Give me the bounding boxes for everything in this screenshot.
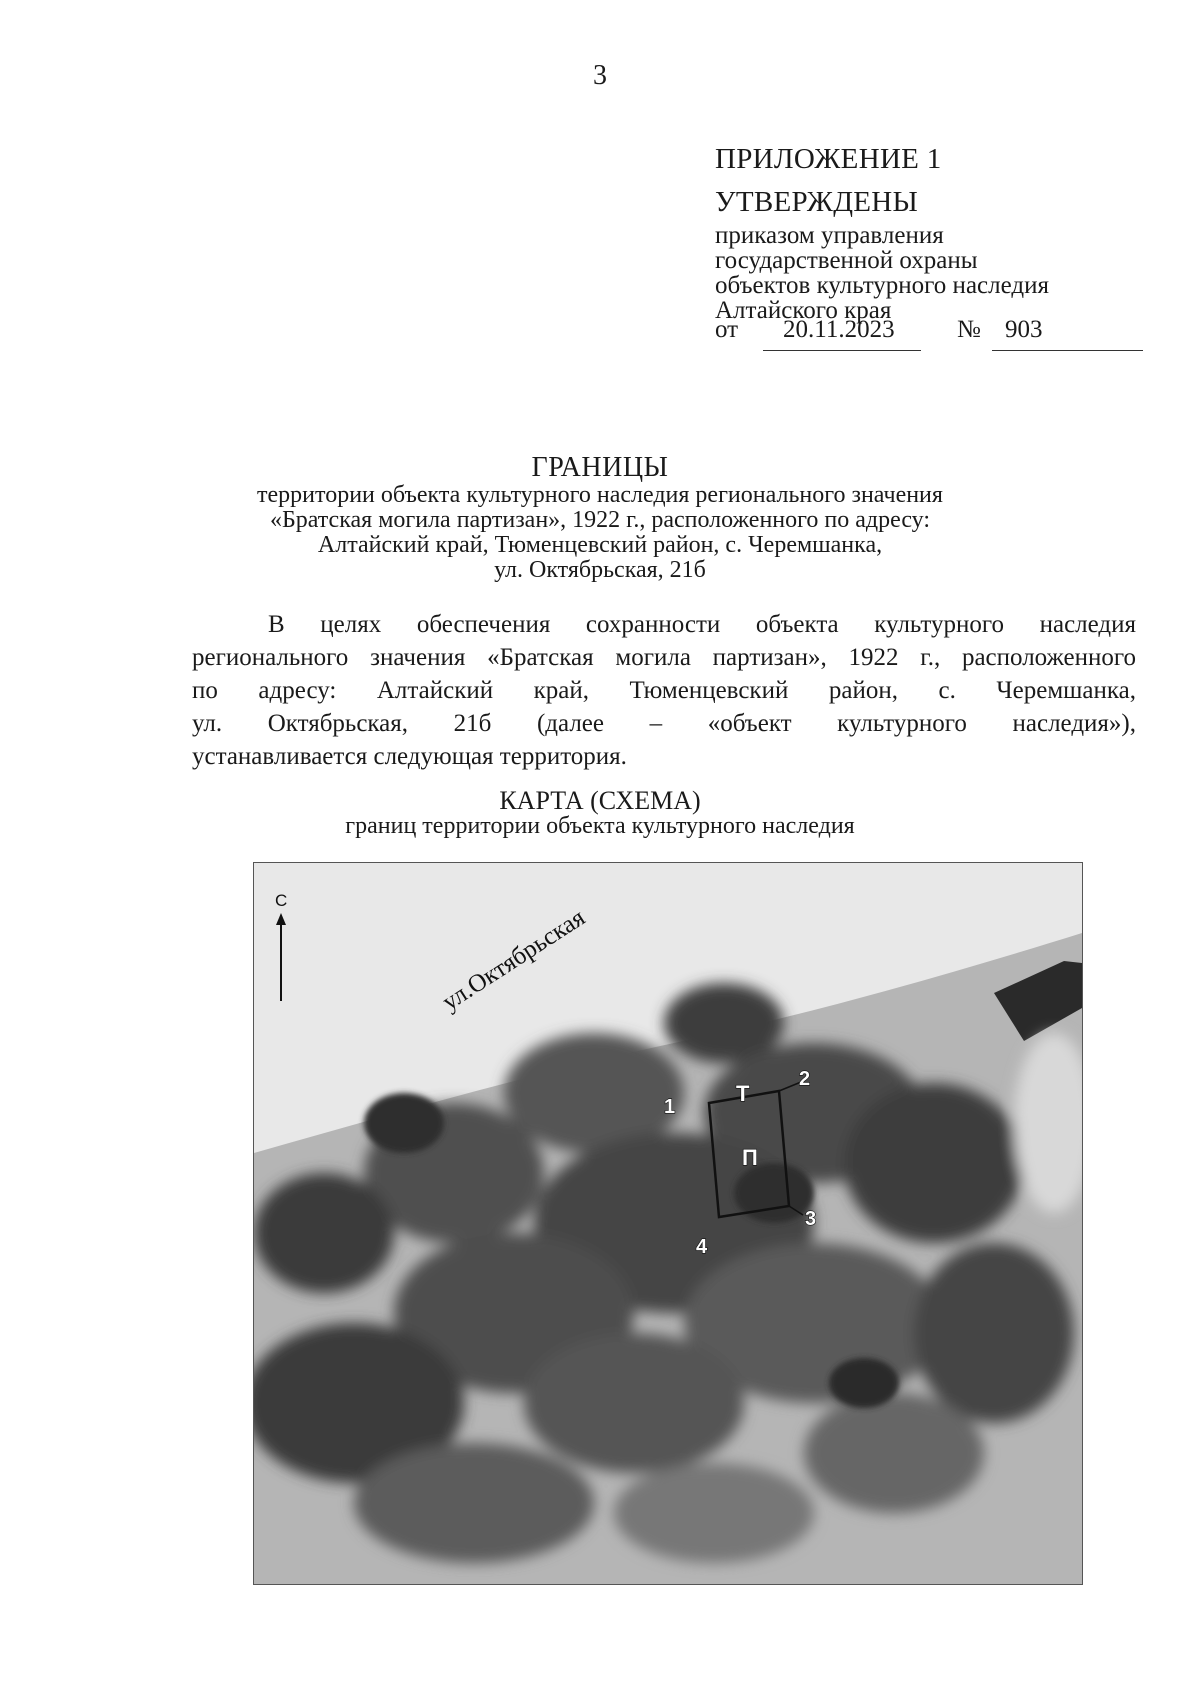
document-title: ГРАНИЦЫ: [531, 452, 669, 483]
subtitle-line: Алтайский край, Тюменцевский район, с. Черемшанка,: [317, 532, 883, 558]
page-number: 3: [593, 60, 607, 91]
number-prefix: №: [957, 316, 981, 343]
map-subtitle: границ территории объекта культурного наследия: [345, 813, 855, 839]
approval-line: приказом управления: [715, 222, 944, 249]
approved-heading: УТВЕРЖДЕНЫ: [715, 186, 919, 218]
boundary-point-label: 2: [799, 1068, 811, 1090]
date-prefix: от: [715, 316, 739, 343]
body-paragraph-line: В целях обеспечения сохранности объекта культурного наследия: [268, 611, 1136, 638]
order-date-number: [715, 316, 1145, 352]
north-label: С: [275, 891, 288, 910]
subtitle-line: ул. Октябрьская, 21б: [494, 557, 706, 583]
map-title: КАРТА (СХЕМА): [499, 786, 701, 815]
number-underline: [992, 350, 1143, 351]
boundary-point-label: 3: [805, 1208, 817, 1230]
body-paragraph-line: ул. Октябрьская, 21б (далее – «объект культурного наследия»),: [192, 710, 1136, 737]
body-paragraph-line: по адресу: Алтайский край, Тюменцевский район, с. Черемшанка,: [192, 677, 1136, 704]
street-label: ул.Октябрьская: [437, 903, 590, 1017]
zone-label-t: Т: [736, 1081, 750, 1106]
zone-label-p: П: [742, 1145, 758, 1170]
subtitle-line: территории объекта культурного наследия регионального значения: [257, 482, 943, 508]
boundary-map: [253, 862, 1083, 1585]
approval-line: Алтайского края: [715, 297, 892, 324]
subtitle-line: «Братская могила партизан», 1922 г., расположенного по адресу:: [269, 507, 931, 533]
boundary-point-label: 4: [696, 1236, 708, 1258]
approval-line: объектов культурного наследия: [715, 272, 1049, 299]
body-paragraph-line: устанавливается следующая территория.: [192, 743, 627, 770]
order-date: 20.11.2023: [783, 316, 895, 343]
boundary-point-label: 1: [664, 1096, 676, 1118]
date-underline: [763, 350, 921, 351]
order-number: 903: [1005, 316, 1043, 343]
map-image: [254, 863, 1082, 1584]
body-paragraph-line: регионального значения «Братская могила партизан», 1922 г., расположенного: [192, 644, 1136, 671]
approval-line: государственной охраны: [715, 247, 978, 274]
appendix-heading: ПРИЛОЖЕНИЕ 1: [715, 143, 942, 175]
